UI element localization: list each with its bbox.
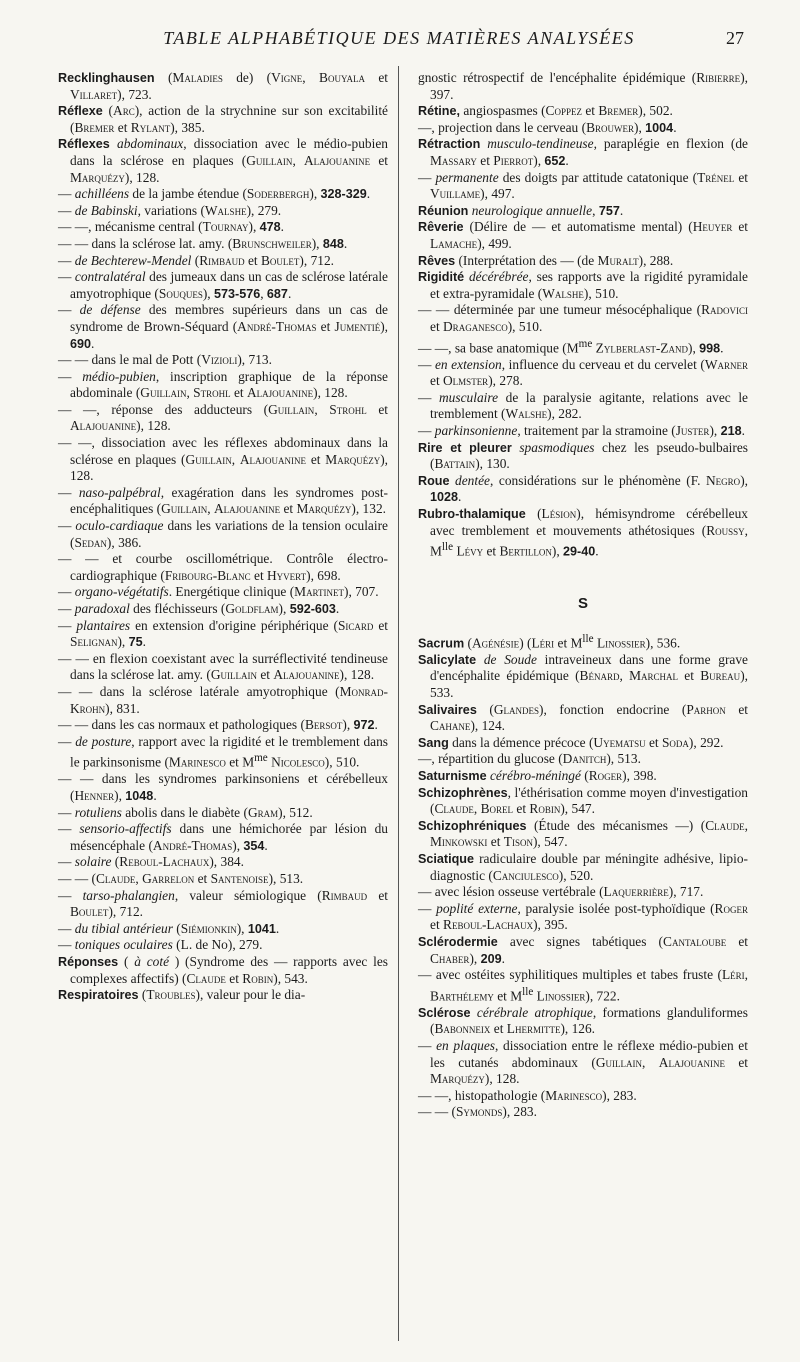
- index-entry: — — dans la sclérose lat. amy. (Brunschweiler), 848.: [58, 235, 348, 251]
- index-entry: Sciatique radiculaire double par méningite adhésive, lipio-diagnostic (Canciulesco), 520.: [418, 850, 748, 883]
- index-entry: — de défense des membres supérieurs dans un cas de syndrome de Brown-Séquard (André-Thomas et Jumentié), 690.: [58, 302, 388, 351]
- index-entry: — parkinsonienne, traitement par la stramoine (Juster), 218.: [418, 422, 745, 438]
- index-entry: — du tibial antérieur (Siémionkin), 1041.: [58, 920, 280, 936]
- index-entry: — solaire (Reboul-Lachaux), 384.: [58, 854, 244, 870]
- running-title: TABLE ALPHABÉTIQUE DES MATIÈRES ANALYSÉES: [163, 28, 635, 48]
- index-entry: — — déterminée par une tumeur mésocéphalique (Radovici et Draganesco), 510.: [418, 302, 748, 334]
- index-entry: Réflexes abdominaux, dissociation avec le médio-pubien dans la sclérose en plaques (Guillain, Alajouanine et Marquézy), 128.: [58, 136, 389, 185]
- index-entry: Saturnisme cérébro-méningé (Roger), 398.: [418, 767, 657, 783]
- index-entry: — organo-végétatifs. Energétique clinique (Martinet), 707.: [58, 584, 379, 600]
- index-entry: Rêves (Interprétation des — (de Muralt), 288.: [418, 252, 674, 268]
- index-entry: Rire et pleurer spasmodiques chez les pseudo-bulbaires (Battain), 130.: [418, 439, 748, 472]
- index-entry: Rétine, angiospasmes (Coppez et Bremer), 502.: [418, 103, 673, 119]
- index-entry: — — (Symonds), 283.: [418, 1104, 537, 1120]
- index-entry: — en plaques, dissociation entre le réflexe médio-pubien et les cutanés abdominaux (Guillain, Alajouanine et Marquézy), 128.: [418, 1037, 749, 1087]
- index-entry: —, projection dans le cerveau (Brouwer), 1004.: [418, 119, 677, 135]
- index-entry: — avec lésion osseuse vertébrale (Laquerrière), 717.: [418, 884, 704, 900]
- index-entry: — — en flexion coexistant avec la surréflectivité tendineuse dans la sclérose lat. amy. (Guillain et Alajouanine), 128.: [58, 650, 388, 683]
- index-entry: — — dans la sclérose latérale amyotrophique (Monrad-Krohn), 831.: [58, 683, 388, 716]
- left-column: [58, 70, 388, 1004]
- index-entry: Sacrum (Agénésie) (Léri et $M^{lle}$ Linossier), 536.: [418, 632, 681, 651]
- index-entry: — — dans les syndromes parkinsoniens et cérébelleux (Henner), 1048.: [58, 771, 388, 803]
- index-entry: — avec ostéites syphilitiques multiples et tabes fruste (Léri, Barthélemy et $M^{lle}$ Linossier), 722.: [418, 967, 748, 1004]
- index-entry: — — dans le mal de Pott (Vizioli), 713.: [58, 352, 272, 368]
- index-entry: Salivaires (Glandes), fonction endocrine (Parhon et Cahane), 124.: [418, 701, 749, 734]
- index-entry: — de Bechterew-Mendel (Rimbaud et Boulet), 712.: [58, 252, 335, 268]
- index-entry: Rigidité décérébrée, ses rapports ave la rigidité pyramidale et extra-pyramidale (Walshe), 510.: [418, 269, 748, 301]
- index-entry: —, répartition du glucose (Danitch), 513.: [418, 751, 641, 767]
- index-entry: — sensorio-affectifs dans une hémichorée par lésion du mésencéphale (André-Thomas), 354.: [58, 821, 388, 853]
- index-entry: Rubro-thalamique (Lésion), hémisyndrome cérébelleux avec tremblement et mouvements athétosiques (Roussy, $M^{lle}$ Lévy et Bertillon), 29-40.: [418, 505, 748, 559]
- index-entry: — — (Claude, Garrelon et Santenoise), 513.: [58, 870, 304, 886]
- index-entry: Réponses ( à coté ) (Syndrome des — rapports avec les complexes affectifs) (Claude et Robin), 543.: [58, 953, 389, 986]
- index-entry: — poplité externe, paralysie isolée post-typhoïdique (Roger et Reboul-Lachaux), 395.: [418, 900, 748, 933]
- index-entry: — naso-palpébral, exagération dans les syndromes post-encéphalitiques (Guillain, Alajouanine et Marquézy), 132.: [58, 484, 388, 517]
- right-column: [418, 70, 748, 1121]
- page-header: [54, 28, 744, 58]
- index-entry: — tarso-phalangien, valeur sémiologique (Rimbaud et Boulet), 712.: [58, 887, 388, 920]
- index-entry: Sclérose cérébrale atrophique, formations glanduliformes (Babonneix et Lhermitte), 126.: [418, 1004, 748, 1037]
- index-entry: gnostic rétrospectif de l'encéphalite épidémique (Ribierre), 397.: [418, 70, 748, 102]
- index-entry: Schizophrènes, l'éthérisation comme moyen d'investigation (Claude, Borel et Robin), 547.: [418, 784, 748, 817]
- index-entry: Salicylate de Soude intraveineux dans une forme grave d'encéphalite épidémique (Bénard, Marchal et Bureau), 533.: [418, 651, 748, 700]
- index-entry: Rétraction musculo-tendineuse, paraplégie en flexion (de Massary et Pierrot), 652.: [418, 136, 748, 168]
- index-entry: — musculaire de la paralysie agitante, relations avec le tremblement (Walshe), 282.: [418, 389, 748, 422]
- section-letter: S: [577, 595, 588, 613]
- index-entry: — oculo-cardiaque dans les variations de la tension oculaire (Sedan), 386.: [58, 518, 388, 550]
- index-entry: Réflexe (Arc), action de la strychnine sur son excitabilité (Bremer et Rylant), 385.: [58, 103, 389, 135]
- index-entry: — — et courbe oscillométrique. Contrôle électro-cardiographique (Fribourg-Blanc et Hyvert), 698.: [58, 551, 388, 583]
- index-entry: — achilléens de la jambe étendue (Soderbergh), 328-329.: [58, 186, 371, 202]
- index-entry: Respiratoires (Troubles), valeur pour le dia-: [58, 987, 306, 1003]
- index-entry: Réunion neurologique annuelle, 757.: [418, 202, 624, 218]
- index-entry: Sang dans la démence précoce (Uyematsu et Soda), 292.: [418, 734, 724, 750]
- index-entry: Roue dentée, considérations sur le phénomène (F. Negro), 1028.: [418, 472, 748, 505]
- index-entry: — plantaires en extension d'origine périphérique (Sicard et Selignan), 75.: [58, 617, 388, 650]
- index-entry: — —, histopathologie (Marinesco), 283.: [418, 1087, 637, 1103]
- index-entry: — —, dissociation avec les réflexes abdominaux dans la sclérose en plaques (Guillain, Alajouanine et Marquézy), 128.: [58, 435, 389, 484]
- index-entry: — de posture, rapport avec la rigidité et le tremblement dans le parkinsonisme (Marinesco et $M^{me}$ Nicolesco), 510.: [58, 733, 388, 770]
- index-entry: — —, mécanisme central (Tournay), 478.: [58, 219, 285, 235]
- index-entry: Sclérodermie avec signes tabétiques (Cantaloube et Chaber), 209.: [418, 933, 749, 966]
- index-entry: Recklinghausen (Maladies de) (Vigne, Bouyala et Villaret), 723.: [58, 70, 388, 102]
- index-entry: — — dans les cas normaux et pathologiques (Bersot), 972.: [58, 717, 378, 733]
- index-entry: — médio-pubien, inscription graphique de la réponse abdominale (Guillain, Strohl et Alajouanine), 128.: [58, 368, 388, 401]
- index-entry: — permanente des doigts par attitude catatonique (Trénel et Vuillame), 497.: [418, 169, 748, 202]
- index-entry: — —, sa base anatomique ($M^{me}$ Zylberlast-Zand), 998.: [418, 337, 724, 355]
- index-entry: — en extension, influence du cerveau et du cervelet (Warner et Olmster), 278.: [418, 356, 748, 389]
- column-divider: [398, 66, 399, 1341]
- index-entry: — —, réponse des adducteurs (Guillain, Strohl et Alajouanine), 128.: [58, 401, 389, 434]
- index-entry: — paradoxal des fléchisseurs (Goldflam), 592-603.: [58, 601, 340, 616]
- page-number: 27: [726, 28, 744, 48]
- index-entry: — rotuliens abolis dans le diabète (Gram), 512.: [58, 804, 313, 820]
- index-entry: Schizophréniques (Étude des mécanismes —) (Claude, Minkowski et Tison), 547.: [418, 817, 748, 850]
- index-entry: — contralatéral des jumeaux dans un cas de sclérose latérale amyotrophique (Souques), 573-576, 687.: [58, 269, 388, 301]
- index-entry: — toniques oculaires (L. de No), 279.: [58, 937, 263, 953]
- right-column-r-entries: [418, 70, 748, 560]
- index-entry: — de Babinski, variations (Walshe), 279.: [58, 202, 282, 218]
- index-entry: Rêverie (Délire de — et automatisme mental) (Heuyer et Lamache), 499.: [418, 219, 748, 251]
- right-column-s-entries: [418, 631, 748, 1121]
